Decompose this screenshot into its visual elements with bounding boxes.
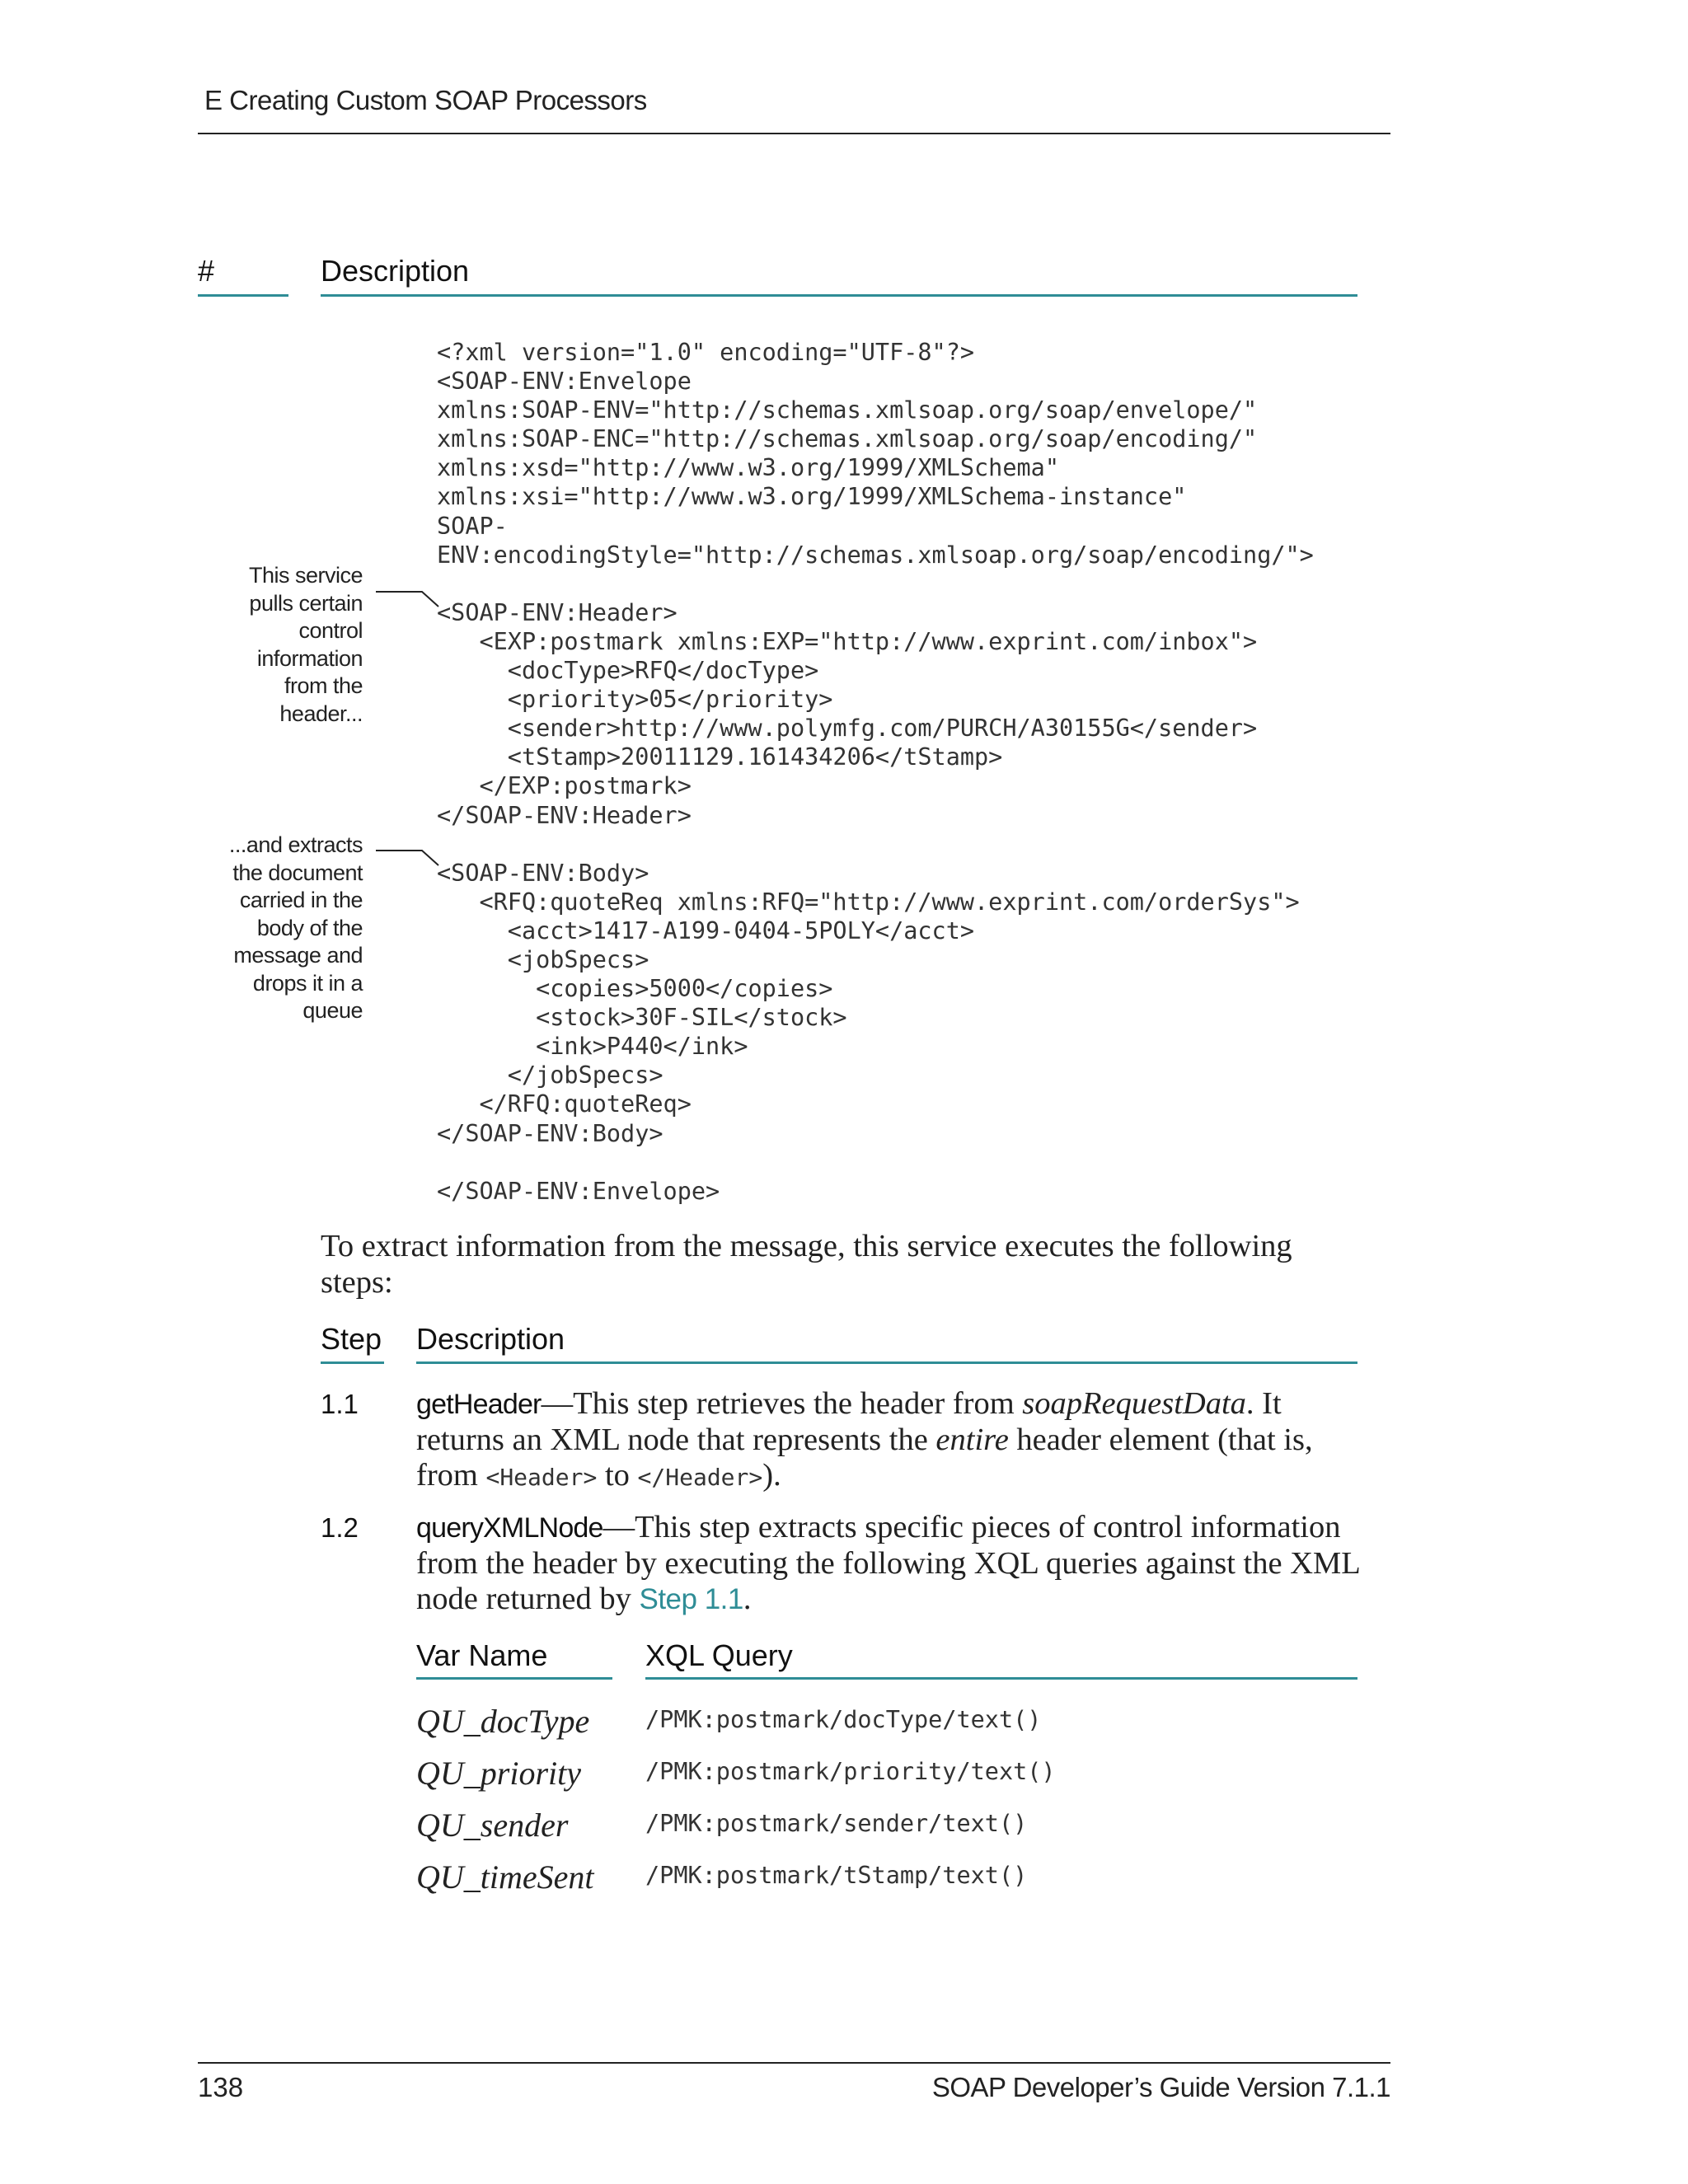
step-text: ).: [762, 1458, 781, 1493]
code-line: <SOAP-ENV:Body>: [437, 859, 649, 887]
page-number: 138: [198, 2072, 244, 2102]
callout-line: This service: [248, 563, 363, 588]
step-text: . It returns an XML node that represents the: [416, 1386, 1282, 1457]
step-name: queryXMLNode: [416, 1512, 603, 1544]
callout-line: from the: [284, 673, 363, 698]
column-header-number: #: [198, 254, 215, 288]
soap-message-code: [437, 338, 1314, 1206]
callout-leader-line: [374, 580, 440, 613]
step-description: [416, 1510, 1364, 1617]
dash: —: [603, 1510, 635, 1544]
column-header-rule: [321, 1361, 384, 1364]
step-number: 1.2: [321, 1512, 359, 1543]
code-line: [437, 569, 1314, 598]
column-header-step: Step: [321, 1322, 382, 1356]
emphasis: entire: [935, 1422, 1009, 1457]
callout-line: the document: [232, 860, 363, 885]
code-line: <priority>05</priority>: [437, 686, 833, 714]
var-name-cell: QU_sender: [416, 1807, 569, 1844]
step-text: This step extracts specific pieces of control information from the header by executing the following XQL queries against the XML node returned by: [416, 1510, 1360, 1616]
step-text: to: [597, 1458, 638, 1493]
callout-body-annotation: [198, 832, 363, 1025]
header-rule: [198, 133, 1390, 134]
code-line: <stock>30F-SIL</stock>: [437, 1004, 847, 1032]
footer-rule: [198, 2062, 1390, 2064]
xql-query-cell: /PMK:postmark/tStamp/text(): [645, 1862, 1028, 1889]
step-text: header element (that is, from: [416, 1422, 1313, 1493]
callout-line: control: [298, 618, 363, 643]
code-line: <sender>http://www.polymfg.com/PURCH/A30155G</sender>: [437, 715, 1258, 743]
column-header-xql-query: XQL Query: [645, 1638, 793, 1672]
step-description: [416, 1386, 1364, 1495]
code-line: <ink>P440</ink>: [437, 1033, 748, 1061]
footer-document-title: SOAP Developer’s Guide Version 7.1.1: [931, 2072, 1390, 2102]
step-text: .: [743, 1582, 752, 1616]
code-line: xmlns:SOAP-ENV="http://schemas.xmlsoap.org/soap/envelope/": [437, 396, 1258, 424]
intro-paragraph: To extract information from the message, this service executes the following steps:: [321, 1229, 1292, 1300]
column-header-rule: [198, 294, 288, 297]
var-name-cell: QU_docType: [416, 1703, 590, 1740]
code-line: [437, 1148, 1314, 1177]
code-line: <acct>1417-A199-0404-5POLY</acct>: [437, 916, 975, 944]
dash: —: [541, 1386, 574, 1421]
code-line: <SOAP-ENV:Header>: [437, 598, 678, 626]
callout-line: header...: [279, 701, 363, 726]
inline-code: </Header>: [637, 1464, 763, 1491]
inline-code: <Header>: [485, 1464, 598, 1491]
code-line: ENV:encodingStyle="http://schemas.xmlsoap.org/soap/encoding/">: [437, 541, 1314, 569]
code-line: <jobSpecs>: [437, 945, 649, 973]
xql-query-cell: /PMK:postmark/priority/text(): [645, 1758, 1056, 1785]
code-line: </SOAP-ENV:Body>: [437, 1119, 663, 1147]
code-line: <EXP:postmark xmlns:EXP="http://www.exprint.com/inbox">: [437, 627, 1258, 655]
var-name-cell: QU_timeSent: [416, 1858, 594, 1896]
code-line: <tStamp>20011129.161434206</tStamp>: [437, 743, 1003, 771]
code-line: <?xml version="1.0" encoding="UTF-8"?>: [437, 339, 975, 366]
pipeline-variable: soapRequestData: [1022, 1386, 1246, 1421]
callout-line: information: [256, 645, 363, 671]
column-header-description: Description: [416, 1322, 565, 1356]
callout-line: message and: [233, 943, 363, 968]
code-line: <SOAP-ENV:Envelope: [437, 368, 692, 396]
step-text: This step retrieves the header from: [573, 1386, 1023, 1421]
column-header-rule: [416, 1677, 612, 1680]
code-line: <RFQ:quoteReq xmlns:RFQ="http://www.exprint.com/orderSys">: [437, 888, 1300, 916]
callout-line: pulls certain: [249, 590, 363, 616]
code-line: [437, 830, 1314, 859]
column-header-rule: [645, 1677, 1357, 1680]
code-line: <docType>RFQ</docType>: [437, 657, 819, 685]
callout-line: queue: [302, 998, 363, 1023]
callout-line: ...and extracts: [228, 832, 363, 857]
running-head: E Creating Custom SOAP Processors: [204, 85, 647, 115]
column-header-rule: [416, 1361, 1357, 1364]
callout-line: body of the: [256, 915, 363, 940]
code-line: </EXP:postmark>: [437, 772, 692, 800]
step-cross-reference-link[interactable]: Step 1.1: [639, 1583, 743, 1615]
step-name: getHeader: [416, 1389, 542, 1420]
column-header-rule: [321, 294, 1357, 297]
code-line: xmlns:xsi="http://www.w3.org/1999/XMLSchema-instance": [437, 483, 1187, 511]
step-number: 1.1: [321, 1389, 359, 1419]
callout-header-annotation: [198, 562, 363, 728]
callout-leader-line: [374, 846, 440, 879]
code-line: <copies>5000</copies>: [437, 975, 833, 1003]
code-line: </RFQ:quoteReq>: [437, 1090, 692, 1118]
code-line: xmlns:xsd="http://www.w3.org/1999/XMLSchema": [437, 454, 1059, 482]
column-header-description: Description: [321, 254, 470, 288]
code-line: xmlns:SOAP-ENC="http://schemas.xmlsoap.org/soap/encoding/": [437, 425, 1258, 453]
code-line: </SOAP-ENV:Header>: [437, 801, 692, 829]
column-header-var-name: Var Name: [416, 1638, 548, 1672]
var-name-cell: QU_priority: [416, 1755, 581, 1792]
callout-line: drops it in a: [252, 970, 363, 996]
code-line: SOAP-: [437, 512, 508, 540]
code-line: </SOAP-ENV:Envelope>: [437, 1177, 720, 1205]
callout-line: carried in the: [239, 888, 363, 912]
xql-query-cell: /PMK:postmark/docType/text(): [645, 1706, 1042, 1733]
code-line: </jobSpecs>: [437, 1062, 663, 1090]
xql-query-cell: /PMK:postmark/sender/text(): [645, 1810, 1028, 1837]
